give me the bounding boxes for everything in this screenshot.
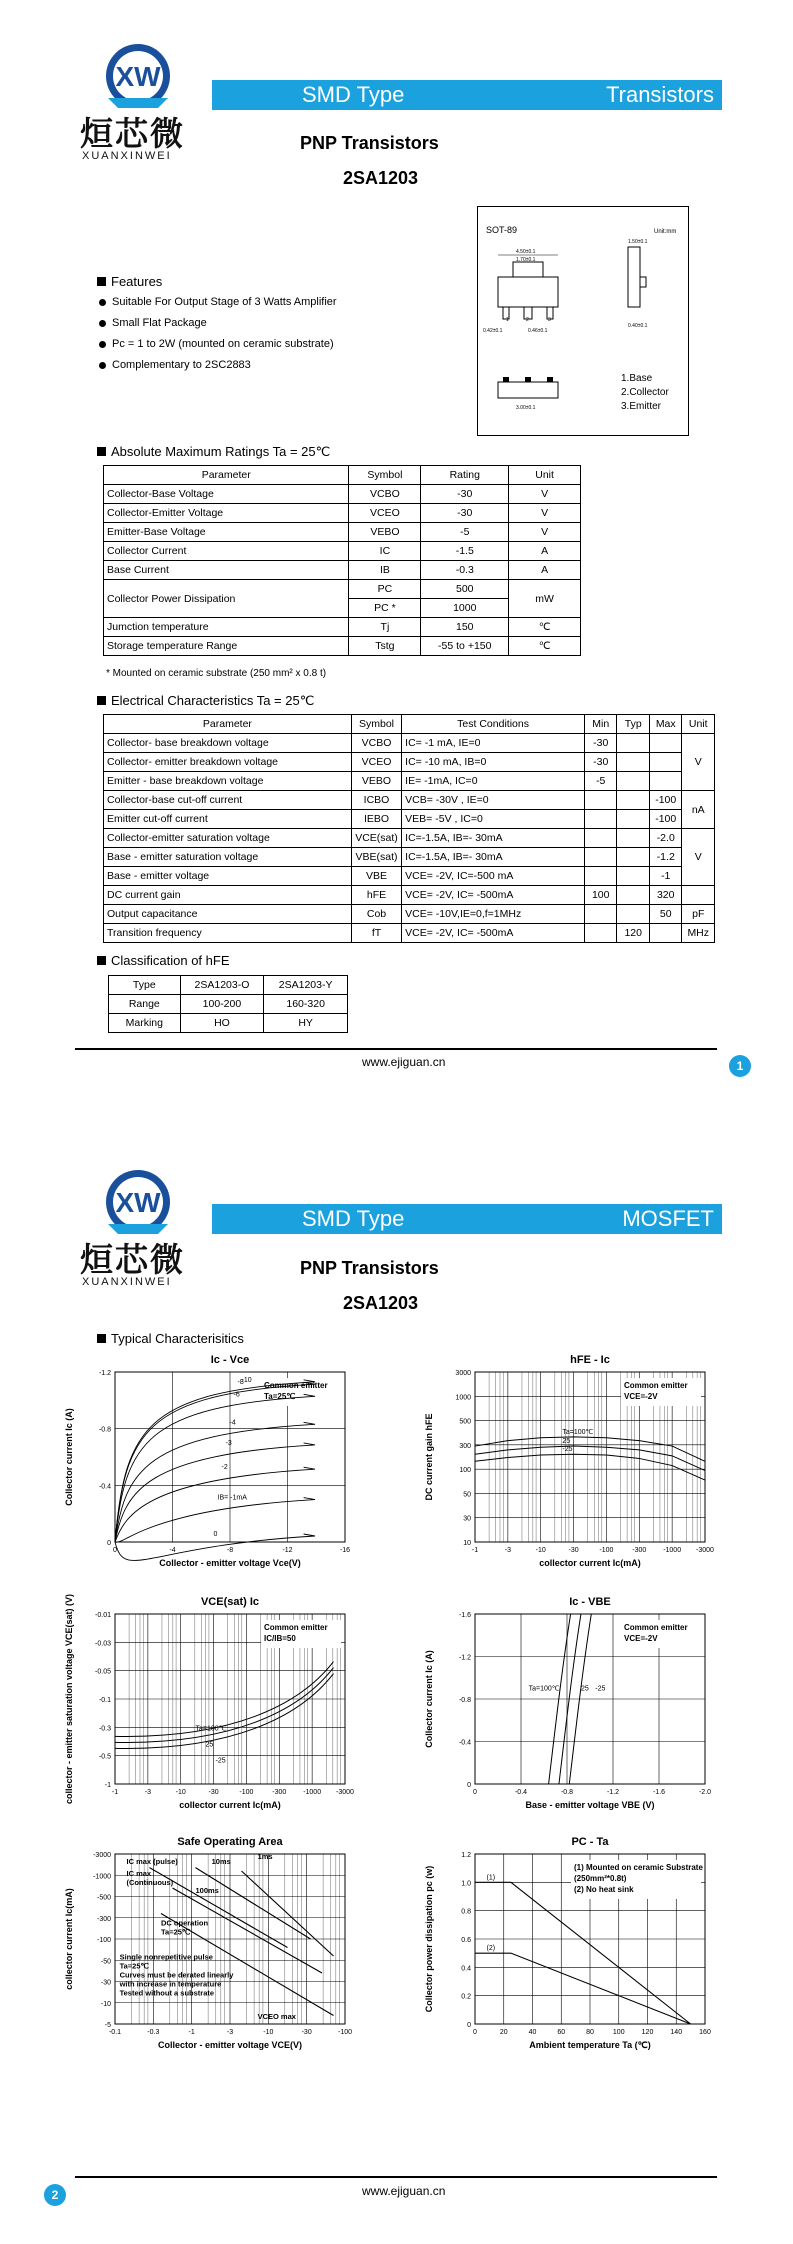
svg-text:XW: XW <box>115 1187 161 1218</box>
y-tick-label: 0 <box>467 1782 471 1789</box>
table-row: Jumction temperature Tj 150 ℃ <box>104 618 581 637</box>
chart-annotation: VCE=-2V <box>624 1634 658 1643</box>
table-row: PC * 1000 <box>104 599 581 618</box>
x-tick-label: 0 <box>473 2029 477 2036</box>
svg-text:0.42±0.1: 0.42±0.1 <box>483 328 503 334</box>
series-label: 25 <box>562 1438 571 1446</box>
chart-annotation: IC/IB=50 <box>264 1634 296 1643</box>
series-label: Ta=100℃ <box>195 1725 227 1733</box>
x-tick-label: 100 <box>612 2029 625 2036</box>
package-name: SOT-89 <box>486 225 518 235</box>
bar-right-label: MOSFET <box>622 1206 714 1231</box>
chart-annotation: (1) Mounted on ceramic Substrate <box>574 1863 703 1872</box>
header-bar-p2 <box>212 1204 722 1234</box>
series-label: -10 <box>241 1376 252 1384</box>
x-tick-label: -1000 <box>303 1789 322 1796</box>
soa-label: IC max <box>126 1869 152 1879</box>
series-line <box>115 1443 315 1542</box>
brand-name-cn: 烜芯微 <box>80 114 185 153</box>
series-line <box>475 1446 705 1470</box>
table-row: Collector-base cut-off current ICBO VCB= -30V , IE=0 -100 nA <box>104 791 715 810</box>
x-axis-label: collector current Ic(mA) <box>539 1558 641 1568</box>
y-tick-label: 0.2 <box>461 1993 471 2001</box>
series-label: -3 <box>225 1439 232 1447</box>
footer-rule-p1 <box>75 1048 717 1050</box>
table-header-row: Parameter Symbol Rating Unit <box>104 466 581 485</box>
pin-2: 2.Collector <box>621 387 669 398</box>
y-tick-label: -1000 <box>93 1873 111 1881</box>
soa-label: VCEO max <box>257 2011 296 2021</box>
y-tick-label: -3000 <box>93 1852 111 1859</box>
chart-annotation: Common emitter <box>624 1623 688 1632</box>
bar-right-label: Transistors <box>606 82 714 107</box>
chart-title: Safe Operating Area <box>177 1836 283 1848</box>
pin-3: 3.Emitter <box>621 401 662 412</box>
table-row: Collector-Emitter Voltage VCEO -30 V <box>104 504 581 523</box>
table-row: Collector- base breakdown voltage VCBO IC= -1 mA, IE=0 -30 V <box>104 734 715 753</box>
x-tick-label: -3000 <box>696 1547 714 1554</box>
y-tick-label: 0 <box>467 2022 471 2029</box>
y-tick-label: -1.2 <box>458 1654 471 1662</box>
y-axis-label: collector current Ic(mA) <box>64 1888 74 1990</box>
table-row: Transition frequency fT VCE= -2V, IC= -500mA 120 MHz <box>104 924 715 943</box>
chart-title: Ic - Vce <box>210 1354 250 1366</box>
table-row: Collector Current IC -1.5 A <box>104 542 581 561</box>
soa-label: Single nonrepetitive pulse <box>119 1952 213 1962</box>
x-tick-label: -100 <box>599 1547 614 1554</box>
svg-text:1.70±0.1: 1.70±0.1 <box>516 257 536 263</box>
soa-label: 1ms <box>257 1852 273 1862</box>
table-row: Emitter cut-off current IEBO VEB= -5V , IC=0 -100 <box>104 810 715 829</box>
y-tick-label: -1.6 <box>458 1612 471 1619</box>
chart-annotation: Common emitter <box>264 1381 328 1390</box>
soa-label: (Continuous) <box>126 1878 174 1888</box>
series-label: -6 <box>233 1391 240 1399</box>
x-tick-label: -300 <box>632 1547 647 1554</box>
x-tick-label: -1000 <box>663 1547 682 1554</box>
pin-1: 1.Base <box>621 373 653 384</box>
chart-annotation: Common emitter <box>624 1381 688 1390</box>
table-row: Storage temperature Range Tstg -55 to +150 ℃ <box>104 637 581 656</box>
x-tick-label: -30 <box>568 1547 579 1554</box>
svg-text:2: 2 <box>526 317 529 323</box>
brand-name-cn: 烜芯微 <box>80 1240 185 1279</box>
chart-annotation: Ta=25℃ <box>264 1392 296 1401</box>
x-axis-label: collector current Ic(mA) <box>179 1800 281 1810</box>
y-tick-label: -50 <box>100 1958 111 1966</box>
soa-boundary <box>242 1871 334 1956</box>
y-tick-label: -1.2 <box>98 1370 111 1377</box>
series-label: -25 <box>215 1757 226 1765</box>
series-label: -4 <box>229 1419 236 1427</box>
part-number-p1: 2SA1203 <box>343 168 419 188</box>
x-axis-label: Ambient temperature Ta (℃) <box>529 2040 651 2050</box>
chart-pc-ta <box>420 1832 730 2072</box>
y-tick-label: -0.8 <box>458 1697 471 1704</box>
elec-table <box>103 714 715 943</box>
series-label: Ta=100℃ <box>528 1685 560 1693</box>
table-row: Type 2SA1203-O 2SA1203-Y <box>109 976 348 995</box>
table-row: DC current gain hFE VCE= -2V, IC= -500mA 100 320 <box>104 886 715 905</box>
x-tick-label: 120 <box>641 2029 654 2036</box>
chart-annotation: VCE=-2V <box>624 1392 658 1401</box>
y-tick-label: 10 <box>463 1540 471 1547</box>
x-tick-label: -1 <box>471 1547 479 1554</box>
table-row: Base - emitter voltage VBE VCE= -2V, IC=-500 mA -1 <box>104 867 715 886</box>
y-tick-label: -0.05 <box>95 1668 111 1676</box>
x-tick-label: -0.8 <box>560 1789 574 1796</box>
chart-annotation: Common emitter <box>264 1623 328 1632</box>
svg-text:1: 1 <box>506 317 509 323</box>
y-tick-label: -500 <box>96 1894 111 1902</box>
y-tick-label: 3000 <box>455 1370 471 1377</box>
svg-text:XW: XW <box>115 61 161 92</box>
class-table <box>108 975 348 1033</box>
pin-list <box>621 372 669 414</box>
x-tick-label: -10 <box>535 1547 546 1554</box>
table-row: Collector-emitter saturation voltage VCE(sat) IC=-1.5A, IB=- 30mA -2.0 V <box>104 829 715 848</box>
y-tick-label: -0.01 <box>95 1612 111 1619</box>
page-title-p2: PNP Transistors <box>300 1258 439 1278</box>
soa-label: Ta=25℃ <box>119 1961 149 1971</box>
y-axis-label: collector - emitter saturation voltage VCE(sat) (V) <box>64 1593 74 1805</box>
table-header-row: Parameter Symbol Test Conditions Min Typ Max Unit <box>104 715 715 734</box>
footer-rule-p2 <box>75 2176 717 2178</box>
logo-p1 <box>78 38 198 162</box>
series-label: 0 <box>213 1531 218 1538</box>
y-tick-label: -10 <box>100 2000 111 2008</box>
elec-heading: Electrical Characteristics Ta = 25℃ <box>97 693 314 709</box>
abs-max-table <box>103 465 581 656</box>
x-tick-label: -1 <box>111 1789 119 1796</box>
feature-item: Complementary to 2SC2883 <box>99 355 337 376</box>
features-heading: Features <box>97 274 162 289</box>
series-label: 25 <box>205 1741 214 1749</box>
x-tick-label: -0.1 <box>108 2029 122 2036</box>
y-tick-label: 500 <box>459 1418 471 1426</box>
x-tick-label: -16 <box>339 1547 351 1554</box>
y-tick-label: -300 <box>96 1915 111 1923</box>
feature-item: Pc = 1 to 2W (mounted on ceramic substrate) <box>99 334 337 355</box>
series-label: (2) <box>486 1945 496 1953</box>
y-tick-label: -1 <box>104 1782 111 1789</box>
chart-ic-vbe <box>420 1592 730 1832</box>
y-tick-label: -5 <box>104 2022 111 2029</box>
y-tick-label: -100 <box>96 1937 111 1944</box>
chart-title: Ic - VBE <box>569 1596 611 1608</box>
feature-item: Suitable For Output Stage of 3 Watts Amplifier <box>99 292 337 313</box>
x-tick-label: -12 <box>282 1547 293 1554</box>
package-unit: Unit:mm <box>654 229 677 235</box>
table-row: Collector- emitter breakdown voltage VCEO IC= -10 mA, IB=0 -30 <box>104 753 715 772</box>
logo-icon <box>78 38 198 118</box>
x-tick-label: 140 <box>670 2029 683 2036</box>
x-tick-label: 0 <box>473 1789 477 1796</box>
x-tick-label: -10 <box>175 1789 186 1796</box>
y-tick-label: -30 <box>100 1979 111 1987</box>
chart-ic-vce <box>60 1350 370 1590</box>
svg-text:3: 3 <box>548 317 551 323</box>
chart-vcesat-ic <box>60 1592 370 1832</box>
footer-url-p1[interactable]: www.ejiguan.cn <box>362 1055 446 1069</box>
series-label: 25 <box>580 1685 589 1693</box>
package-drawing <box>477 206 689 436</box>
series-line <box>475 1953 691 2024</box>
x-tick-label: -0.3 <box>147 2029 160 2036</box>
part-number-p2: 2SA1203 <box>343 1293 419 1313</box>
soa-label: DC operation <box>161 1918 209 1928</box>
x-tick-label: -1 <box>188 2029 195 2036</box>
header-bar-p1 <box>212 80 722 110</box>
series-line <box>115 1422 315 1542</box>
y-tick-label: 30 <box>463 1515 471 1523</box>
footer-url-p2[interactable]: www.ejiguan.cn <box>362 2184 446 2198</box>
y-tick-label: 1.0 <box>461 1880 471 1888</box>
x-tick-label: -8 <box>226 1547 234 1554</box>
x-tick-label: -2.0 <box>698 1789 712 1796</box>
x-tick-label: -1.2 <box>606 1789 620 1796</box>
soa-label: Tested without a substrate <box>119 1988 215 1998</box>
table-row: Range 100-200 160-320 <box>109 995 348 1014</box>
x-tick-label: 0 <box>113 1547 117 1554</box>
y-axis-label: Collector power dissipation pc (w) <box>424 1865 434 2013</box>
series-label: -25 <box>595 1685 606 1693</box>
series-label: -8 <box>237 1379 244 1387</box>
y-tick-label: 300 <box>459 1442 471 1450</box>
x-tick-label: -3000 <box>336 1789 354 1796</box>
table-row: Base Current IB -0.3 A <box>104 561 581 580</box>
y-tick-label: 0 <box>107 1540 111 1547</box>
x-tick-label: 160 <box>699 2029 711 2036</box>
soa-label: Ta=25℃ <box>161 1927 191 1937</box>
series-label: -2 <box>221 1464 228 1472</box>
soa-label: with increase in temperature <box>119 1979 222 1989</box>
x-tick-label: -10 <box>263 2029 274 2036</box>
table-row: Output capacitance Cob VCE= -10V,IE=0,f=1MHz 50 pF <box>104 905 715 924</box>
x-axis-label: Base - emitter voltage VBE (V) <box>525 1800 655 1810</box>
x-tick-label: -4 <box>169 1547 176 1554</box>
table-row: Collector-Base Voltage VCBO -30 V <box>104 485 581 504</box>
soa-label: IC max (pulse) <box>126 1857 178 1867</box>
chart-title: VCE(sat) Ic <box>200 1596 260 1608</box>
class-heading: Classification of hFE <box>97 953 230 968</box>
y-tick-label: -0.1 <box>98 1697 111 1704</box>
logo-p2 <box>78 1164 198 1288</box>
y-axis-label: Collector current Ic (A) <box>64 1408 74 1506</box>
y-axis-label: Collector current Ic (A) <box>424 1650 434 1748</box>
chart-title: PC - Ta <box>571 1836 609 1848</box>
svg-text:4.50±0.1: 4.50±0.1 <box>516 249 536 255</box>
series-line <box>115 1382 315 1542</box>
y-tick-label: -0.3 <box>98 1725 111 1733</box>
x-tick-label: -30 <box>301 2029 312 2036</box>
y-tick-label: 50 <box>463 1491 471 1499</box>
table-row: Marking HO HY <box>109 1014 348 1033</box>
y-axis-label: DC current gain hFE <box>424 1413 434 1501</box>
y-tick-label: 100 <box>459 1467 471 1475</box>
table-row: Collector Power Dissipation PC 500 mW <box>104 580 581 599</box>
x-tick-label: 80 <box>586 2029 594 2036</box>
feature-item: Small Flat Package <box>99 313 337 334</box>
soa-label: 100ms <box>195 1886 219 1896</box>
abs-max-note: * Mounted on ceramic substrate (250 mm² x 0.8 t) <box>106 668 327 679</box>
x-tick-label: -30 <box>208 1789 219 1796</box>
x-tick-label: 60 <box>557 2029 566 2036</box>
svg-text:1.50±0.1: 1.50±0.1 <box>628 239 648 245</box>
x-tick-label: -3 <box>504 1547 511 1554</box>
x-axis-label: Collector - emitter voltage Vce(V) <box>159 1558 301 1568</box>
y-tick-label: -0.5 <box>98 1753 111 1761</box>
svg-text:3.00±0.1: 3.00±0.1 <box>516 405 536 411</box>
x-axis-label: Collector - emitter voltage VCE(V) <box>157 2040 303 2050</box>
y-tick-label: -0.03 <box>95 1640 111 1648</box>
y-tick-label: 0.4 <box>461 1965 471 1973</box>
y-tick-label: -0.4 <box>458 1739 471 1747</box>
y-tick-label: 0.6 <box>461 1937 471 1944</box>
logo-icon <box>78 1164 198 1244</box>
series-label: IB= -1mA <box>217 1494 247 1502</box>
page-number-badge: 1 <box>729 1055 751 1077</box>
y-tick-label: -0.8 <box>98 1426 111 1434</box>
chart-annotation: (250mm²*0.8t) <box>574 1874 627 1883</box>
chart-hfe-ic <box>420 1350 730 1590</box>
typical-heading: Typical Characterisitics <box>97 1331 244 1346</box>
series-label: (1) <box>486 1874 496 1882</box>
svg-text:0.46±0.1: 0.46±0.1 <box>528 328 548 334</box>
x-tick-label: -100 <box>239 1789 254 1796</box>
chart-soa <box>60 1832 370 2072</box>
chart-title: hFE - Ic <box>570 1354 610 1366</box>
brand-name-en: XUANXINWEI <box>82 1276 172 1288</box>
soa-label: 10ms <box>211 1857 231 1867</box>
x-tick-label: -3 <box>144 1789 151 1796</box>
x-tick-label: -0.4 <box>514 1789 528 1796</box>
bar-left-label: SMD Type <box>302 1206 405 1231</box>
brand-name-en: XUANXINWEI <box>82 150 172 162</box>
x-tick-label: -300 <box>272 1789 287 1796</box>
page-number-badge: 2 <box>44 2184 66 2206</box>
abs-max-heading: Absolute Maximum Ratings Ta = 25℃ <box>97 444 330 460</box>
x-tick-label: 20 <box>499 2029 508 2036</box>
table-row: Emitter - base breakdown voltage VEBO IE= -1mA, IC=0 -5 <box>104 772 715 791</box>
y-tick-label: 0.8 <box>461 1908 471 1916</box>
features-list <box>99 292 337 376</box>
y-tick-label: 1000 <box>455 1394 471 1402</box>
x-tick-label: -100 <box>337 2029 353 2036</box>
series-label: -25 <box>562 1446 573 1454</box>
x-tick-label: 40 <box>528 2029 537 2036</box>
y-tick-label: 1.2 <box>461 1852 471 1859</box>
chart-annotation: (2) No heat sink <box>574 1885 634 1894</box>
page-title-p1: PNP Transistors <box>300 133 439 153</box>
soa-label: Curves must be derated linearly <box>119 1970 234 1980</box>
x-tick-label: -1.6 <box>652 1789 666 1796</box>
table-row: Emitter-Base Voltage VEBO -5 V <box>104 523 581 542</box>
bar-left-label: SMD Type <box>302 82 405 107</box>
soa-boundary <box>196 1868 311 1939</box>
x-tick-label: -3 <box>226 2029 234 2036</box>
series-label: Ta=100℃ <box>562 1428 594 1436</box>
y-tick-label: -0.4 <box>98 1483 111 1491</box>
svg-text:0.40±0.1: 0.40±0.1 <box>628 323 648 329</box>
table-row: Base - emitter saturation voltage VBE(sat) IC=-1.5A, IB=- 30mA -1.2 <box>104 848 715 867</box>
series-line <box>475 1454 705 1480</box>
